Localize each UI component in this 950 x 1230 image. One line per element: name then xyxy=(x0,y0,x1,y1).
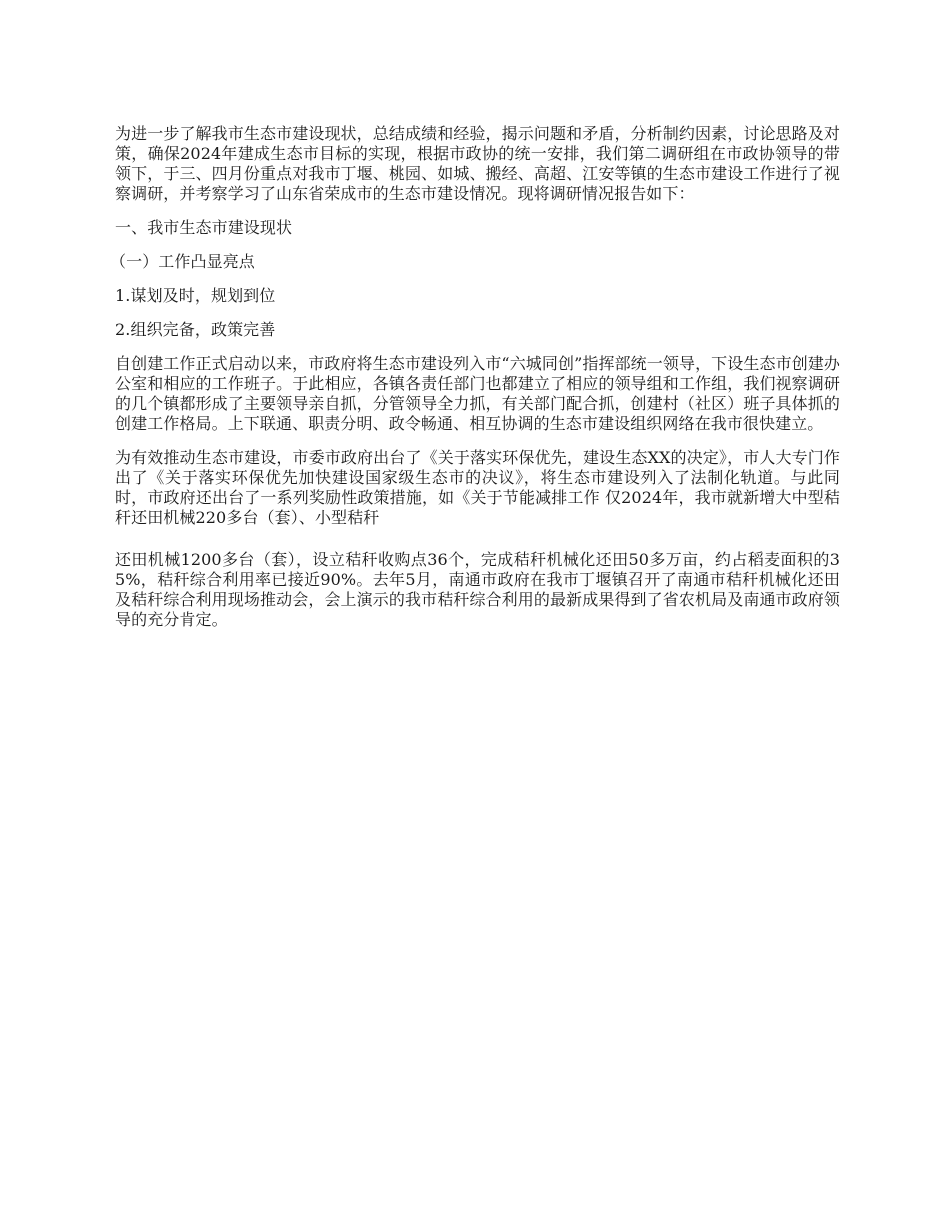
intro-paragraph: 为进一步了解我市生态市建设现状，总结成绩和经验，揭示问题和矛盾，分析制约因素，讨论思路及对策，确保2024年建成生态市目标的实现，根据市政协的统一安排，我们第二调研组在市政协领导的带领下，于三、四月份重点对我市丁堰、桃园、如城、搬经、高超、江安等镇的生态市建设工作进行了视察调研，并考察学习了山东省荣成市的生态市建设情况。现将调研情况报告如下： xyxy=(115,124,840,203)
organization-paragraph: 自创建工作正式启动以来，市政府将生态市建设列入市“六城同创”指挥部统一领导，下设生态市创建办公室和相应的工作班子。于此相应，各镇各责任部门也都建立了相应的领导组和工作组，我们视察调研的几个镇都形成了主要领导亲自抓，分管领导全力抓，有关部门配合抓，创建村（社区）班子具体抓的创建工作格局。上下联通、职责分明、政令畅通、相互协调的生态市建设组织网络在我市很快建立。 xyxy=(115,354,840,433)
policy-paragraph: 为有效推动生态市建设，市委市政府出台了《关于落实环保优先，建设生态XX的决定》，市人大专门作出了《关于落实环保优先加快建设国家级生态市的决议》，将生态市建设列入了法制化轨道。与此同时，市政府还出台了一系列奖励性政策措施，如《关于节能减排工作 仅2024年，我市就新增大中型秸秆还田机械220多台（套）、小型秸秆 xyxy=(115,448,840,527)
straw-paragraph: 还田机械1200多台（套），设立秸秆收购点36个，完成秸秆机械化还田50多万亩，约占稻麦面积的35%，秸秆综合利用率已接近90%。去年5月，南通市政府在我市丁堰镇召开了南通市秸秆机械化还田及秸秆综合利用现场推动会，会上演示的我市秸秆综合利用的最新成果得到了省农机局及南通市政府领导的充分肯定。 xyxy=(115,550,840,629)
subsection-heading: （一）工作凸显亮点 xyxy=(110,252,255,271)
document-page xyxy=(110,124,840,644)
list-item-organization: 2.组织完备，政策完善 xyxy=(115,320,276,339)
list-item-planning: 1.谋划及时，规划到位 xyxy=(115,286,276,305)
section-heading: 一、我市生态市建设现状 xyxy=(115,218,293,237)
